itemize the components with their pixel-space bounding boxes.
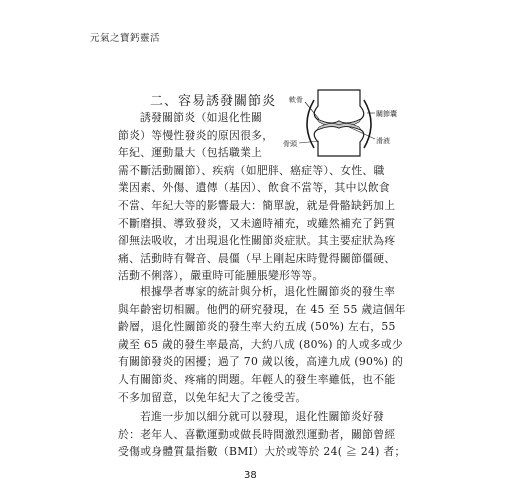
paragraph-3 (118, 408, 416, 461)
text-line: 人有關節炎、疼痛的問題。年輕人的發生率雖低，也不能 (118, 372, 396, 386)
bone-label: 骨頭 (283, 140, 297, 148)
text-line: 於：老年人、喜歡運動或做長時間激烈運動者，關節曾經 (118, 427, 396, 441)
text-line: 歲至 65 歲的發生率最高，大約八成 (80%) 的人或多或少 (118, 337, 404, 351)
section-heading: 二、容易誘發關節炎 (150, 94, 277, 109)
text-line: 不當、年紀大等的影響最大：簡單說，就是骨骼缺鈣加上 (118, 198, 396, 212)
text-line: 卻無法吸收，才出現退化性關節炎症狀。其主要症狀為疼 (118, 234, 396, 248)
fluid-label: 滑液 (376, 137, 390, 145)
text-line: 誘發關節炎（如退化性關 (140, 111, 263, 124)
paragraph-1 (118, 109, 416, 285)
text-line: 根據學者專家的統計與分析，退化性關節炎的發生率 (140, 285, 396, 298)
synovium-label: 關節囊 (376, 110, 397, 118)
text-line: 節炎）等慢性發炎的原因很多， (118, 128, 274, 142)
text-line: 需不斷活動關節）、疾病（如肥胖、癌症等）、女性、職 (118, 163, 385, 177)
text-line: 活動不俐落），嚴重時可能腫脹變形等等。 (118, 269, 324, 283)
text-line: 受傷或身體質量指數（BMI）大於或等於 24( ≧ 24) 者； (118, 445, 406, 459)
text-line: 不斷磨損、導致發炎，又未適時補充，或雖然補充了鈣質 (118, 216, 396, 230)
text-line: 若進一步加以細分就可以發現，退化性關節炎好發 (140, 410, 385, 423)
text-line: 業因素、外傷、遺傳（基因）、飲食不當等，其中以飲食 (118, 181, 391, 195)
running-header: 元氣之寶鈣靈活 (90, 33, 161, 44)
page-number: 38 (244, 470, 257, 481)
text-line: 與年齡密切相關。他們的研究發現，在 45 至 55 歲這個年 (118, 302, 406, 316)
text-line: 痛、活動時有聲音、晨僵（早上剛起床時覺得關節僵硬、 (118, 251, 396, 265)
text-line: 年紀、運動量大（包括職業上 (118, 146, 263, 160)
text-line: 不多加留意，以免年紀大了之後受苦。 (118, 390, 307, 404)
text-line: 齡層，退化性關節炎的發生率大約五成 (50%) 左右，55 (118, 320, 396, 334)
paragraph-2 (118, 283, 416, 406)
text-line: 有關節發炎的困擾；過了 70 歲以後，高達九成 (90%) 的 (118, 355, 404, 369)
cartilage-label: 軟骨 (289, 96, 303, 104)
